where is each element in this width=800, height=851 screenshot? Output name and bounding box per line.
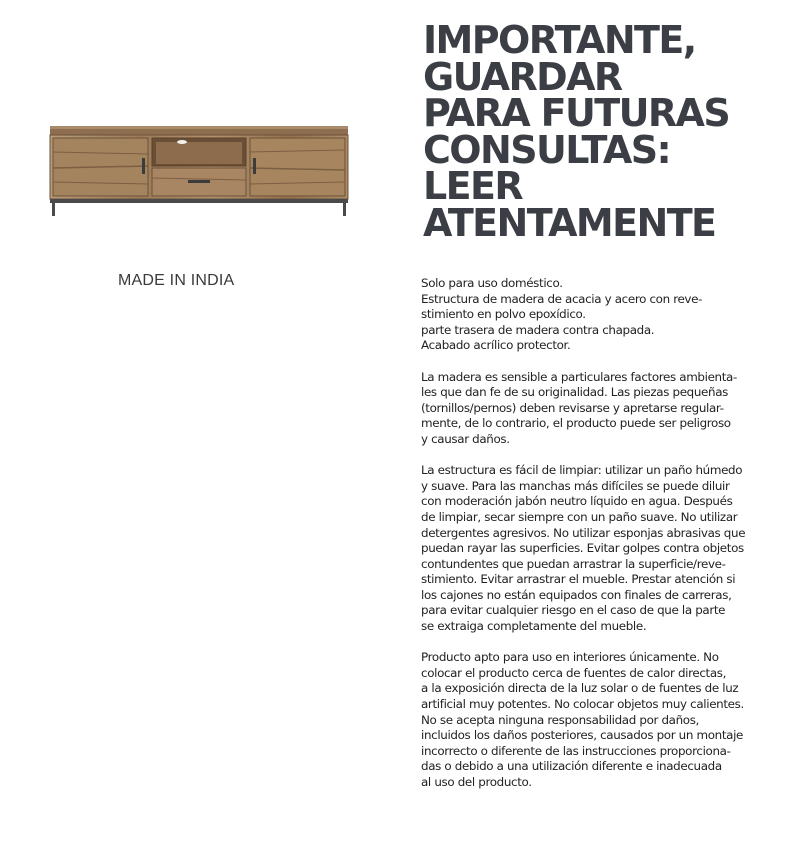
text-line: das o debido a una utilización diferente e inadecuada bbox=[421, 759, 722, 774]
paragraph-wood-care bbox=[421, 370, 791, 448]
text-line: Producto apto para uso en interiores únicamente. No bbox=[421, 650, 719, 665]
text-line: les que dan fe de su originalidad. Las piezas pequeñas bbox=[421, 385, 728, 400]
text-line: de limpiar, secar siempre con un paño suave. No utilizar bbox=[421, 509, 738, 524]
text-line: stimiento en polvo epoxídico. bbox=[421, 307, 586, 322]
title-line: GUARDAR bbox=[423, 54, 622, 99]
warning-title bbox=[423, 18, 730, 245]
text-line: detergentes agresivos. No utilizar esponjas abrasivas que bbox=[421, 525, 746, 540]
text-line: contundentes que puedan arrastrar la superficie/reve- bbox=[421, 556, 726, 571]
text-line: Estructura de madera de acacia y acero con reve- bbox=[421, 291, 703, 306]
text-line: puedan rayar las superficies. Evitar golpes contra objetos bbox=[421, 541, 744, 556]
text-line: para evitar cualquier riesgo en el caso de que la parte bbox=[421, 603, 726, 618]
text-line: (tornillos/pernos) deben revisarse y apretarse regular- bbox=[421, 400, 724, 415]
text-line: stimiento. Evitar arrastrar el mueble. Prestar atención si bbox=[421, 572, 736, 587]
tv-cabinet-image bbox=[48, 122, 350, 218]
title-line: CONSULTAS: bbox=[423, 127, 671, 172]
text-line: No se acepta ninguna responsabilidad por daños, bbox=[421, 712, 699, 727]
text-line: incluidos los daños posteriores, causados por un montaje bbox=[421, 728, 743, 743]
text-line: parte trasera de madera contra chapada. bbox=[421, 322, 655, 337]
made-in-label: MADE IN INDIA bbox=[118, 272, 235, 289]
text-line: y suave. Para las manchas más difíciles se puede diluir bbox=[421, 478, 730, 493]
text-line: La madera es sensible a particulares factores ambienta- bbox=[421, 369, 737, 384]
paragraph-use-materials bbox=[421, 276, 791, 354]
title-line: IMPORTANTE, bbox=[423, 18, 696, 62]
text-line: mente, de lo contrario, el producto puede ser peligroso bbox=[421, 416, 731, 431]
paragraph-indoor-use bbox=[421, 650, 791, 790]
text-line: con moderación jabón neutro líquido en agua. Después bbox=[421, 494, 733, 509]
text-line: Acabado acrílico protector. bbox=[421, 338, 571, 353]
text-line: artificial muy potentes. No colocar objetos muy calientes. bbox=[421, 697, 744, 712]
text-line: y causar daños. bbox=[421, 431, 510, 446]
text-line: se extraiga completamente del mueble. bbox=[421, 619, 647, 634]
text-line: incorrecto o diferente de las instrucciones proporciona- bbox=[421, 743, 731, 758]
text-line: La estructura es fácil de limpiar: utilizar un paño húmedo bbox=[421, 463, 743, 478]
title-line: ATENTAMENTE bbox=[423, 200, 716, 245]
instructions-text bbox=[421, 276, 791, 806]
text-line: Solo para uso doméstico. bbox=[421, 276, 563, 290]
title-line: LEER bbox=[423, 164, 522, 208]
text-line: los cajones no están equipados con finales de carreras, bbox=[421, 587, 732, 602]
title-line: PARA FUTURAS bbox=[423, 91, 730, 135]
paragraph-cleaning bbox=[421, 463, 791, 635]
text-line: colocar el producto cerca de fuentes de calor directas, bbox=[421, 665, 727, 680]
text-line: al uso del producto. bbox=[421, 775, 532, 789]
text-line: a la exposición directa de la luz solar o de fuentes de luz bbox=[421, 681, 739, 696]
